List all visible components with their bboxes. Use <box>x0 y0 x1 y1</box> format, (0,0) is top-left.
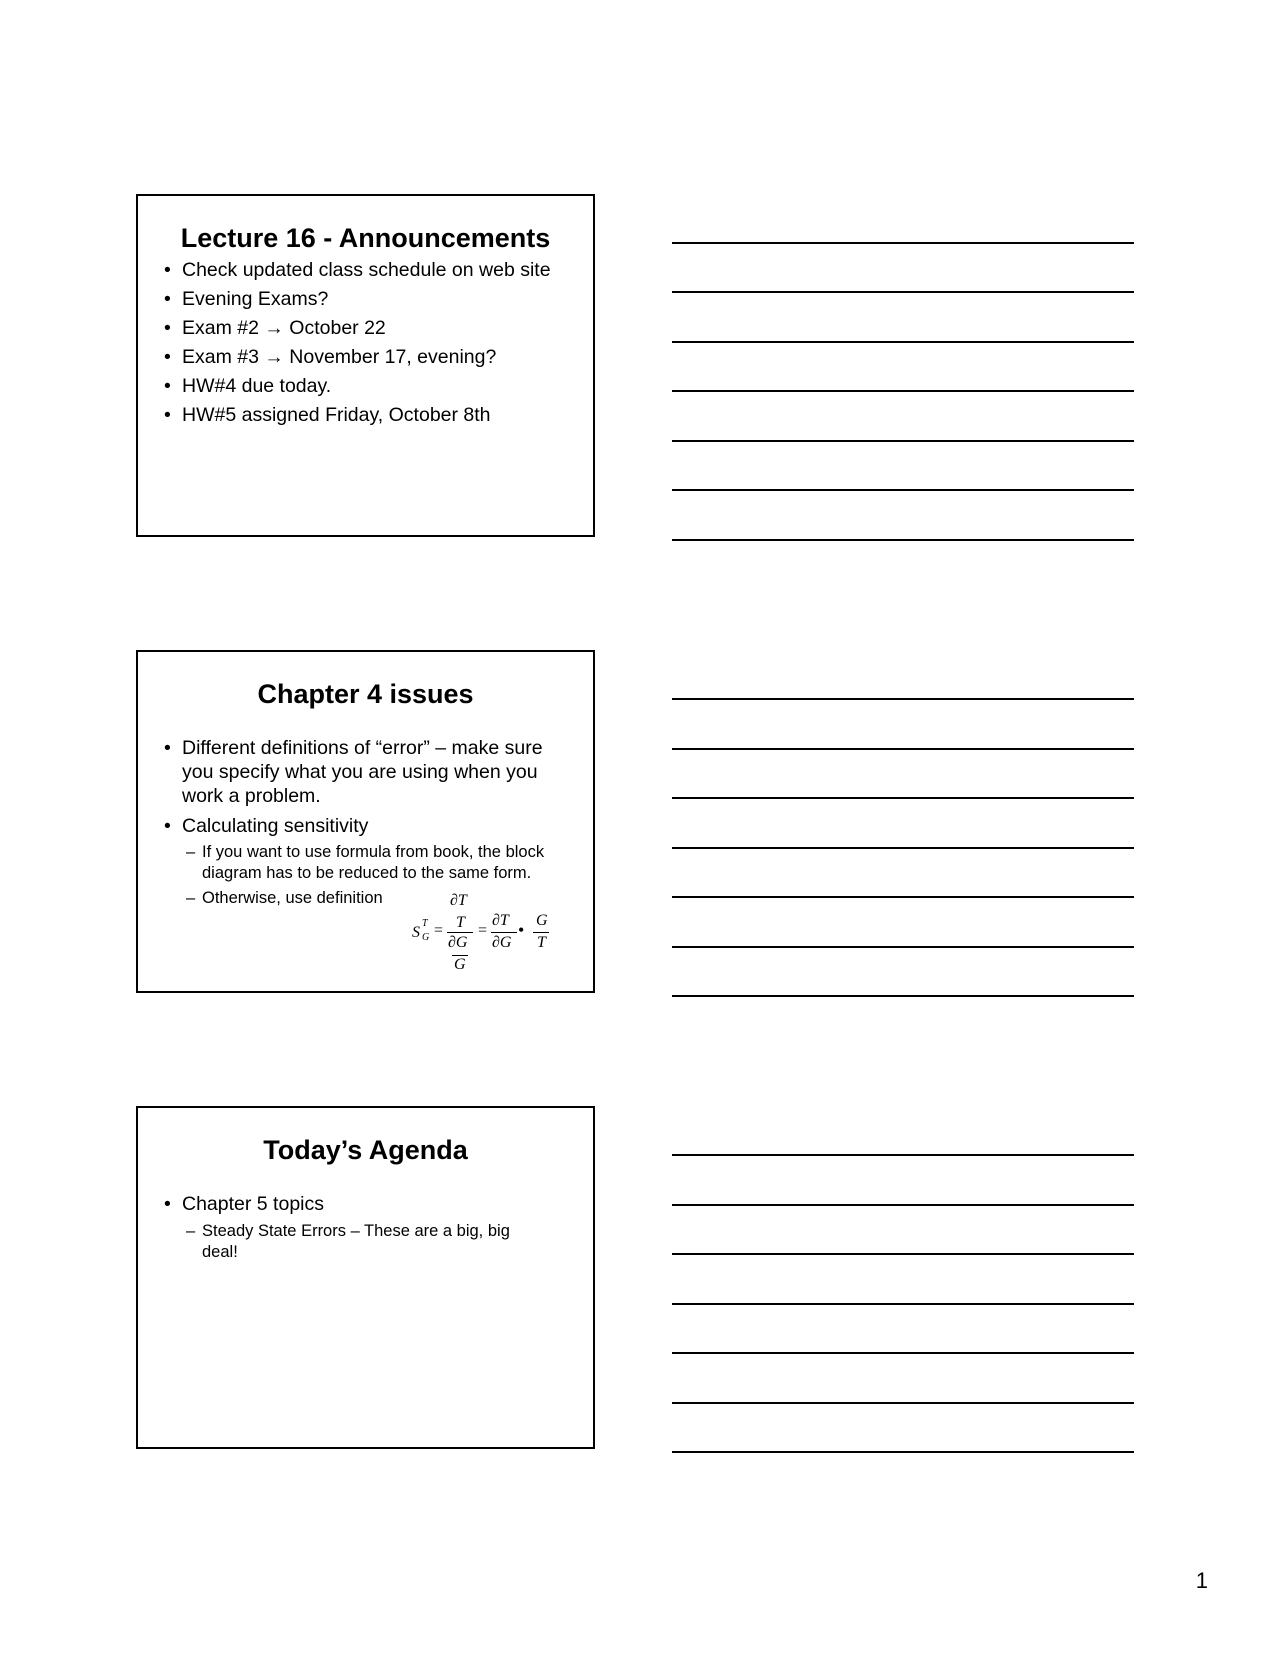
sub-bullet-text: If you want to use formula from book, the block diagram has to be reduced to the same form. <box>202 843 545 882</box>
slide-title: Lecture 16 - Announcements <box>180 223 551 253</box>
note-line <box>672 748 1134 750</box>
formula-lhs-sup: T <box>422 918 428 929</box>
note-line <box>672 946 1134 948</box>
slide-announcements <box>136 194 595 537</box>
note-line <box>672 539 1134 541</box>
formula-equals: = <box>434 922 444 939</box>
note-line <box>672 698 1134 700</box>
dash-marker: – <box>186 843 196 861</box>
note-line <box>672 797 1134 799</box>
sensitivity-formula <box>412 892 582 982</box>
bullet-list <box>162 258 575 427</box>
dash-marker: – <box>186 1222 196 1240</box>
note-line <box>672 1204 1134 1206</box>
formula-den-top: ∂G <box>448 934 468 951</box>
formula-main-bar <box>447 932 473 933</box>
formula-ratio-bar <box>533 932 549 933</box>
formula-den-bottom: G <box>454 956 466 973</box>
formula-ratio-den: T <box>537 934 546 951</box>
note-line <box>672 242 1134 244</box>
note-line <box>672 1154 1134 1156</box>
formula-ratio-num: G <box>536 912 548 929</box>
bullet-item: • HW#4 due today. <box>162 374 575 398</box>
bullet-item: • Exam #2 → October 22 <box>162 316 575 340</box>
note-line <box>672 440 1134 442</box>
formula-dot: • <box>518 920 525 940</box>
sub-bullet-item <box>162 1221 575 1263</box>
dash-marker: – <box>186 889 196 907</box>
bullet-item: • Check updated class schedule on web site <box>162 258 575 282</box>
slide-todays-agenda <box>136 1106 595 1449</box>
formula-num-top: ∂T <box>450 892 467 909</box>
note-line <box>672 1402 1134 1404</box>
formula-rhs-bar <box>491 932 517 933</box>
formula-rhs-den: ∂G <box>492 934 512 951</box>
note-line <box>672 1451 1134 1453</box>
formula-rhs-num: ∂T <box>492 912 509 929</box>
sub-bullet-item <box>162 842 575 884</box>
bullet-item: • Different definitions of “error” – make sure you specify what you are using when you work a problem. <box>162 736 575 808</box>
note-line <box>672 341 1134 343</box>
note-line <box>672 489 1134 491</box>
slide-title: Chapter 4 issues <box>257 679 474 709</box>
page-number: 1 <box>1195 1568 1208 1593</box>
bullet-item: • Exam #3 → November 17, evening? <box>162 345 575 369</box>
note-line <box>672 995 1134 997</box>
sub-bullet-text: Otherwise, use definition <box>202 889 383 907</box>
note-line <box>672 390 1134 392</box>
formula-lhs: S <box>412 924 420 941</box>
formula-equals-2: = <box>478 922 488 939</box>
note-line <box>672 291 1134 293</box>
bullet-item: • Evening Exams? <box>162 287 575 311</box>
sub-bullet-text: Steady State Errors – These are a big, big deal! <box>202 1222 510 1261</box>
bullet-item: • Chapter 5 topics <box>162 1192 575 1216</box>
note-line <box>672 1253 1134 1255</box>
note-line <box>672 896 1134 898</box>
note-line <box>672 1352 1134 1354</box>
bullet-item: • HW#5 assigned Friday, October 8th <box>162 403 575 427</box>
formula-lhs-sub: G <box>422 932 430 943</box>
formula-num-bottom: T <box>456 914 465 931</box>
note-line <box>672 1303 1134 1305</box>
bullet-list <box>162 736 575 909</box>
slide-title: Today’s Agenda <box>263 1135 468 1165</box>
bullet-list <box>162 1192 575 1263</box>
note-line <box>672 847 1134 849</box>
bullet-item: • Calculating sensitivity <box>162 814 575 838</box>
slide-chapter4-issues <box>136 650 595 993</box>
